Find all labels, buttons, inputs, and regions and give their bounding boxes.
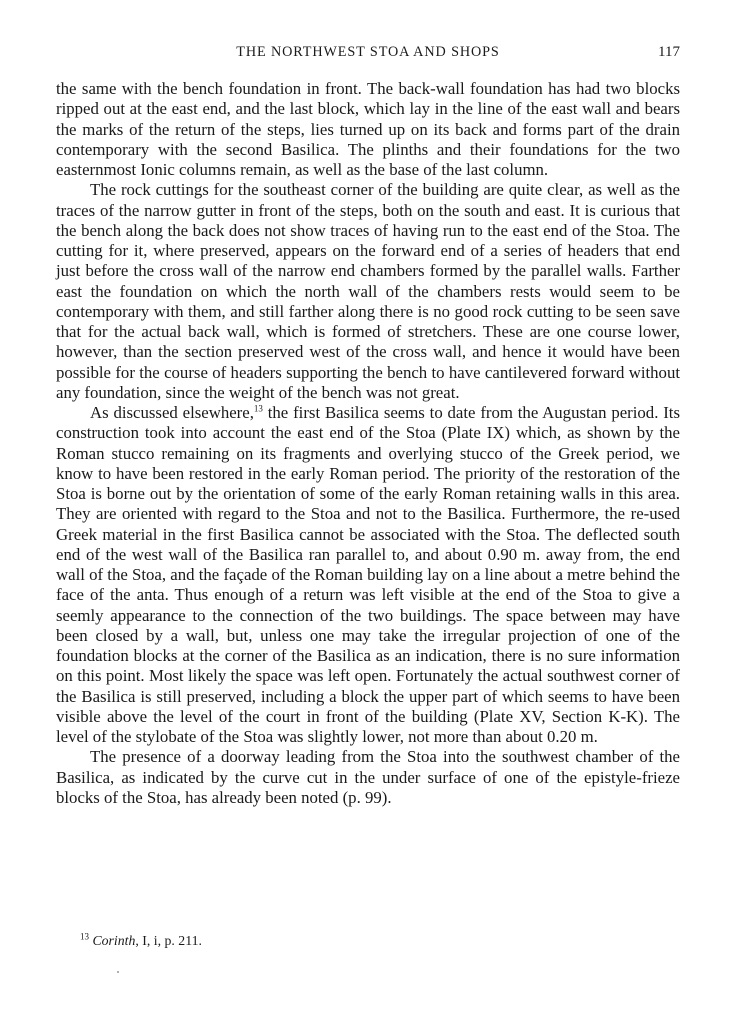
paragraph-2: The rock cuttings for the southeast corner of the building are quite clear, as well as the traces of the narrow gutter in front of the steps, both on the south and east. It is curious that the bench along the back does not show traces of having run to the east end of the Stoa. The cutting for it, where preserved, appears on the forward end of a series of headers that end just before the cross wall of the narrow end chambers formed by the parallel walls. Farther east the foundation on which the north wall of the chambers rests would seem to be contemporary with them, and still farther along there is no good rock cutting to be seen save that for the actual back wall, which is formed of stretchers. These are one course lower, however, than the section preserved west of the cross wall, and hence it would have been possible for the course of headers supporting the bench to have cantilevered forward without any foundation, since the weight of the bench was not great. <box>56 180 680 402</box>
running-header <box>56 44 680 66</box>
paragraph-3-start: As discussed elsewhere, <box>90 403 254 422</box>
scan-speck <box>117 971 119 973</box>
paragraph-4: The presence of a doorway leading from the Stoa into the southwest chamber of the Basilica, as indicated by the curve cut in the under surface of one of the epistyle-frieze blocks of the Stoa, has already been noted (p. 99). <box>56 747 680 807</box>
running-title: THE NORTHWEST STOA AND SHOPS <box>236 44 500 60</box>
footnote-citation: , I, i, p. 211. <box>135 933 202 948</box>
footnote-ref-13[interactable]: 13 <box>253 403 263 414</box>
page-number: 117 <box>658 44 680 60</box>
paragraph-3 <box>56 403 680 747</box>
paragraph-1: the same with the bench foundation in front. The back-wall foundation has had two blocks ripped out at the east end, and the last block, which lay in the line of the east wall and bears the marks of the return of the steps, lies turned up on its back and forms part of the drain contemporary with the second Basilica. The plinths and their foundations for the two easternmost Ionic columns remain, as well as the base of the last column. <box>56 79 680 179</box>
footnotes <box>80 932 680 950</box>
footnote-title: Corinth <box>92 933 136 948</box>
footnote-number: 13 <box>80 931 89 942</box>
paragraph-3-rest: the first Basilica seems to date from the Augustan period. Its construction took into account the east end of the Stoa (Plate IX) which, as shown by the Roman stucco remaining on its fragments and overlying stucco of the Greek period, we know to have been restored in the early Roman period. The priority of the restoration of the Stoa is borne out by the orientation of some of the early Roman retaining walls in this area. They are oriented with regard to the Stoa and not to the Basilica. Furthermore, the re-used Greek material in the first Basilica cannot be associated with the Stoa. The deflected south end of the west wall of the Basilica ran parallel to, and about 0.90 m. away from, the end wall of the Stoa, and the façade of the Roman building lay on a line about a metre behind the face of the anta. Thus enough of a return was left visible at the end of the Stoa to give a seemly appearance to the connection of the two buildings. The space between may have been closed by a wall, but, unless one may take the irregular projection of one of the foundation blocks at the corner of the Basilica as an indication, there is no sure information on this point. Most likely the space was left open. Fortunately the actual southwest corner of the Basilica is still preserved, including a block the upper part of which seems to have been visible above the level of the court in front of the building (Plate XV, Section K-K). The level of the stylobate of the Stoa was slightly lower, not more than about 0.20 m. <box>56 403 680 746</box>
body-text <box>56 79 680 808</box>
footnote-13 <box>80 932 680 950</box>
